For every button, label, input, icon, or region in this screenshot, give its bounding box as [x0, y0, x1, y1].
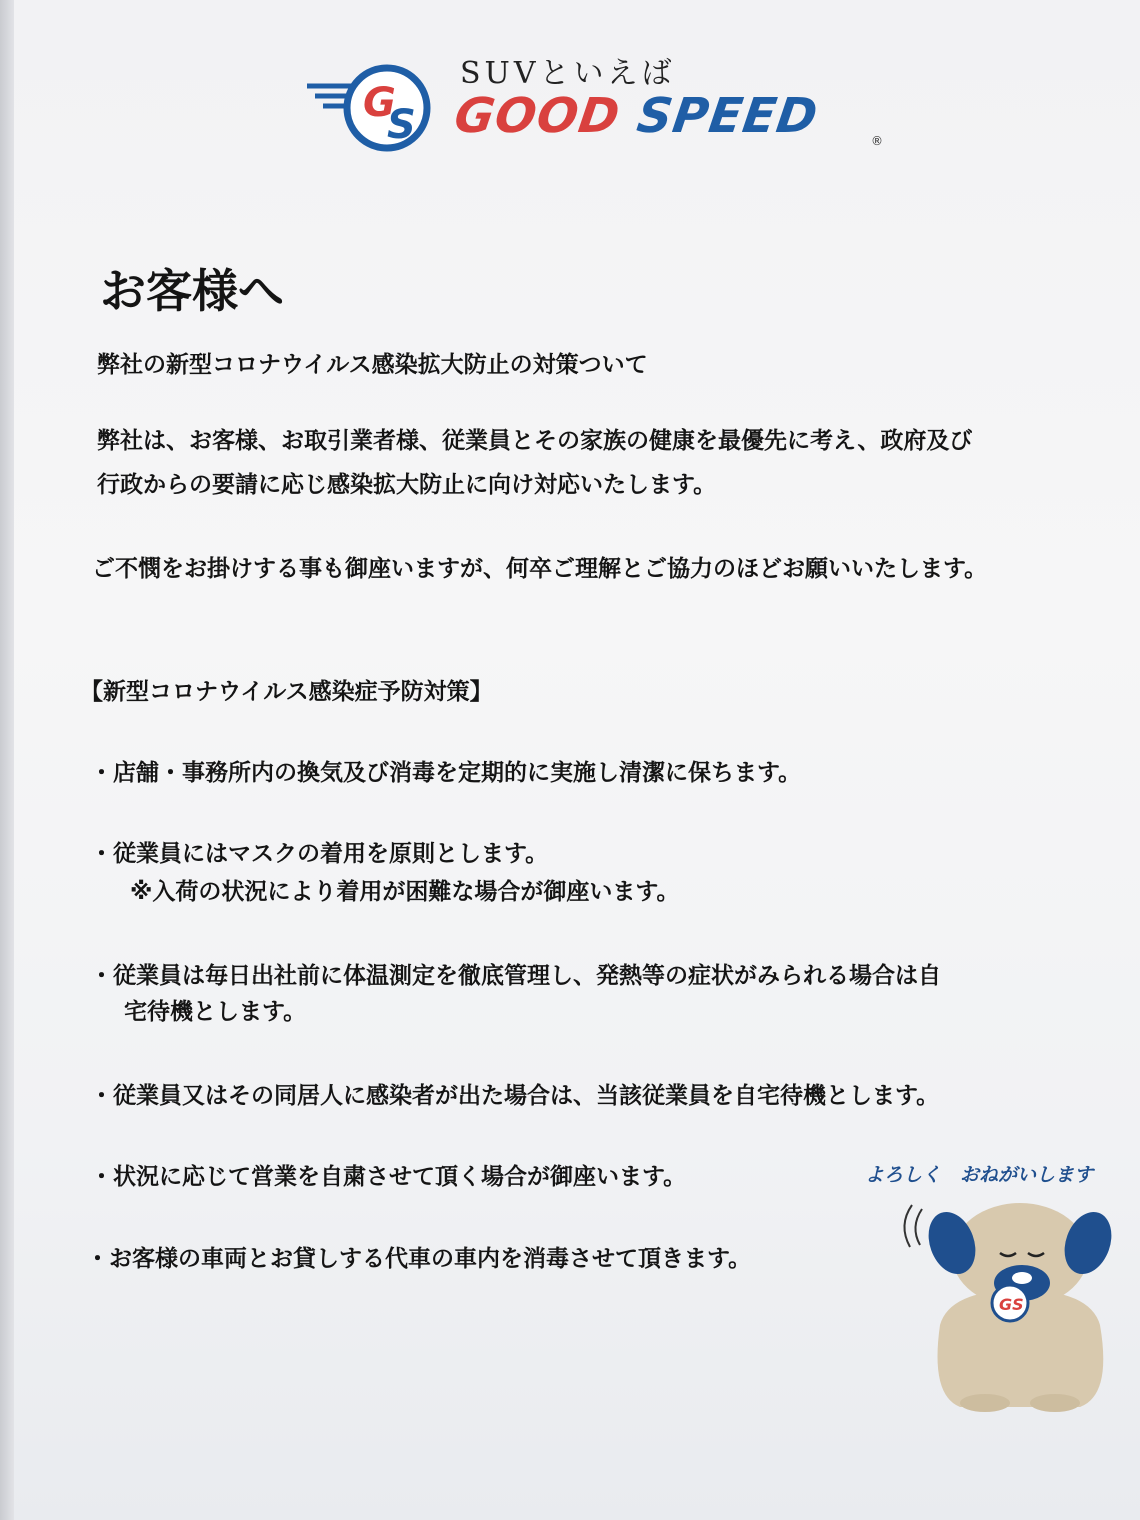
logo-brand-name — [451, 88, 822, 144]
logo-mark-s: S — [387, 102, 416, 148]
logo-brand-good: GOOD — [451, 88, 624, 144]
logo-tagline: SUVといえば — [460, 56, 676, 91]
registered-mark: ® — [871, 134, 883, 148]
paper-edge — [0, 0, 14, 1520]
logo-brand-speed: SPEED — [633, 88, 822, 144]
measure-item-masks: ・従業員にはマスクの着用を原則とします。 — [90, 841, 549, 867]
company-logo — [305, 48, 905, 158]
page-title: お客様へ — [100, 264, 284, 318]
measure-item-temperature: ・従業員は毎日出社前に体温測定を徹底管理し、発熱等の症状がみられる場合は自 — [90, 963, 941, 989]
apology-line: ご不憫をお掛けする事も御座いますが、何卒ご理解とご協力のほどお願いいたします。 — [92, 556, 988, 582]
intro-line-1: 弊社は、お客様、お取引業者様、従業員とその家族の健康を最優先に考え、政府及び — [97, 428, 973, 454]
measure-note-temperature: 宅待機とします。 — [124, 999, 307, 1025]
dog-mascot-illustration — [890, 1195, 1120, 1420]
gs-logo-mark — [305, 58, 435, 153]
measure-item-business: ・状況に応じて営業を自粛させて頂く場合が御座います。 — [90, 1164, 687, 1190]
measure-item-infection: ・従業員又はその同居人に感染者が出た場合は、当該従業員を自宅待機とします。 — [90, 1083, 940, 1109]
subject-line: 弊社の新型コロナウイルス感染拡大防止の対策ついて — [97, 352, 648, 378]
measure-item-ventilation: ・店舗・事務所内の換気及び消毒を定期的に実施し清潔に保ちます。 — [90, 760, 802, 786]
measure-item-disinfect-cars: ・お客様の車両とお貸しする代車の車内を消毒させて頂きます。 — [86, 1246, 752, 1272]
mascot-badge-text: GS — [999, 1295, 1024, 1314]
logo-mark-g: G — [363, 80, 396, 126]
measure-note-masks: ※入荷の状況により着用が困難な場合が御座います。 — [130, 879, 680, 905]
intro-line-2: 行政からの要請に応じ感染拡大防止に向け対応いたします。 — [97, 472, 717, 498]
mascot-caption: よろしく おねがいします — [865, 1164, 1094, 1186]
section-title: 【新型コロナウイルス感染症予防対策】 — [80, 679, 493, 705]
